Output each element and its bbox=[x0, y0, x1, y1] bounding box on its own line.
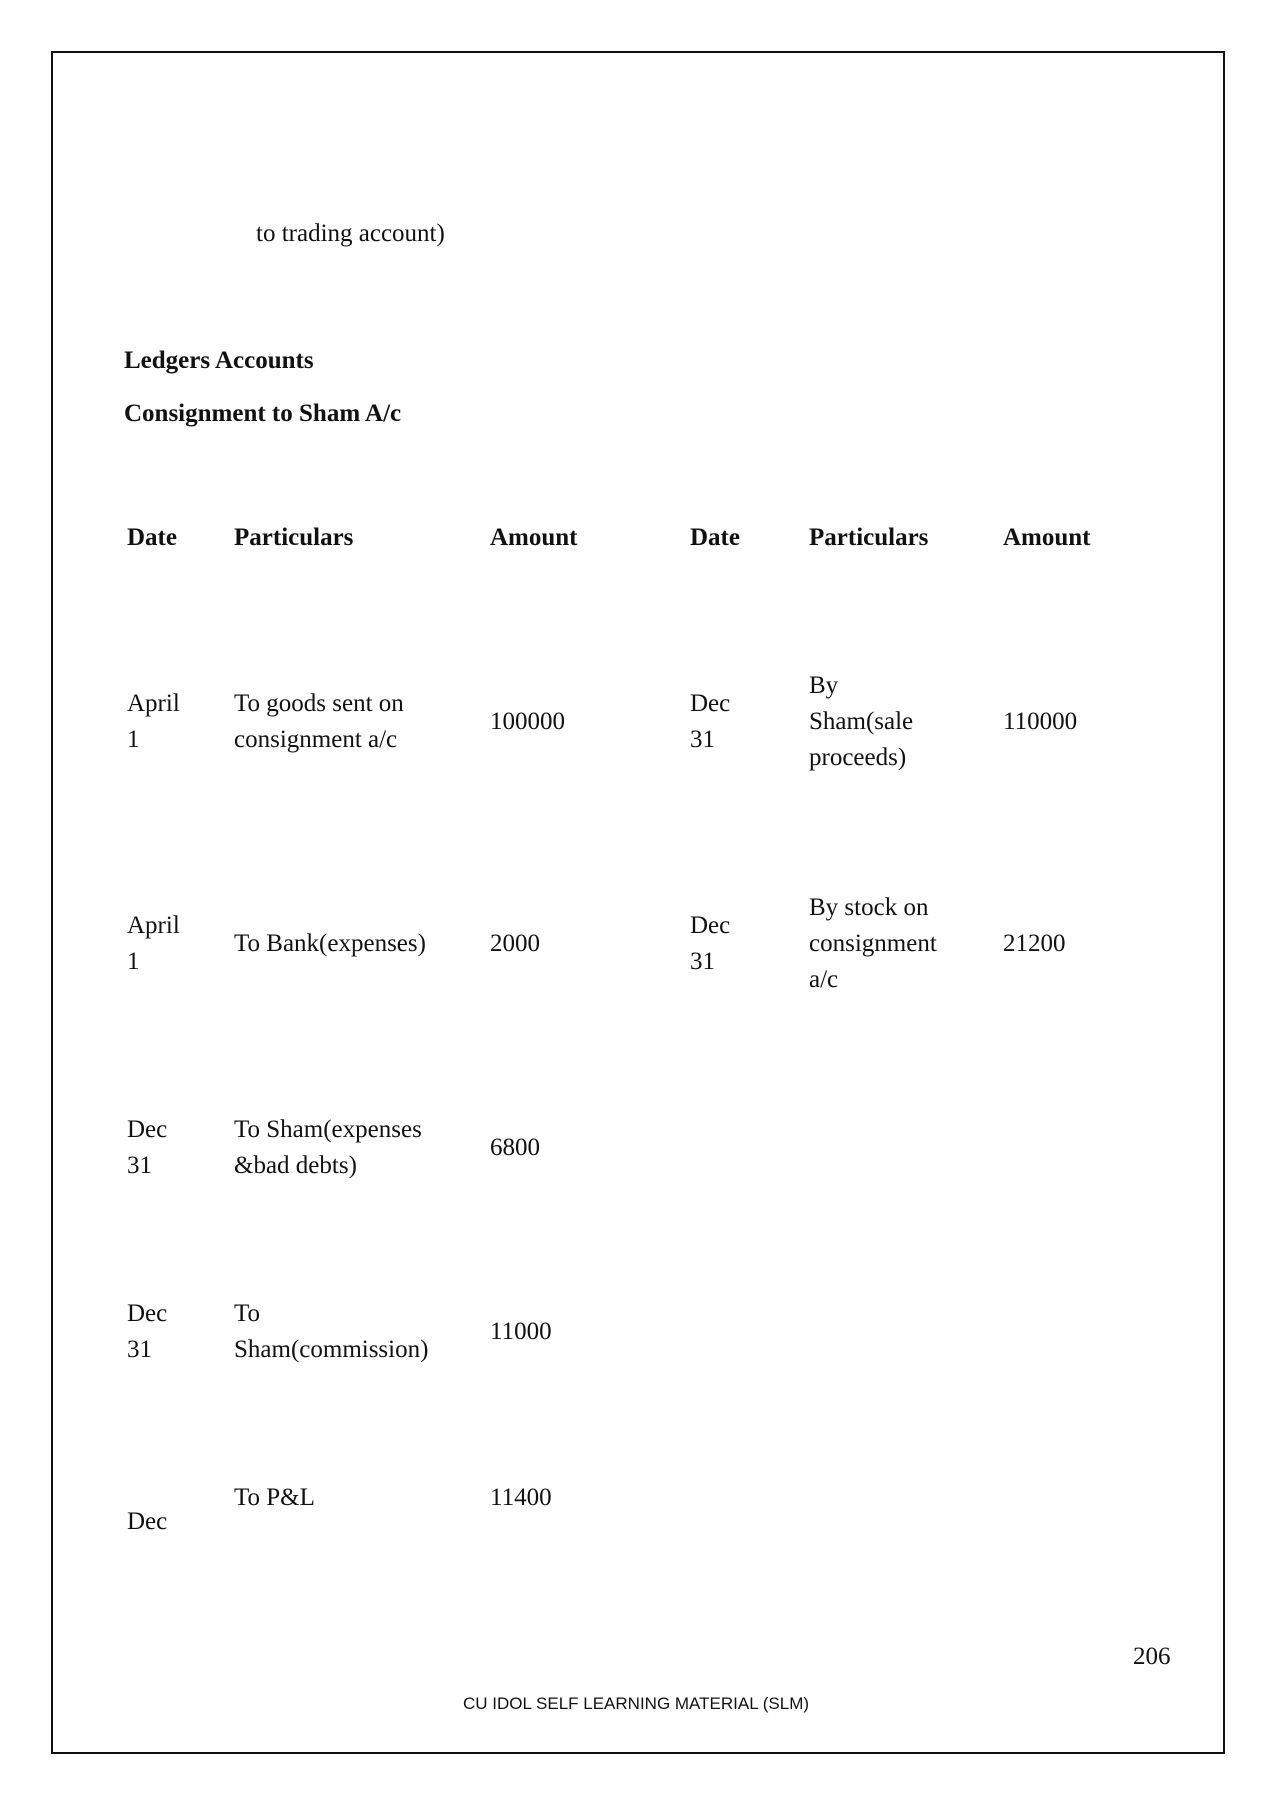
table-row-5-dr-amount: 11400 bbox=[490, 1484, 552, 1511]
header-cr-amount: Amount bbox=[1003, 524, 1091, 551]
table-row-3-dr-date: Dec 31 bbox=[127, 1116, 168, 1179]
table-row-2-dr-date: April 1 bbox=[127, 912, 180, 975]
footer-text: CU IDOL SELF LEARNING MATERIAL (SLM) bbox=[462, 1694, 810, 1713]
header-cr-particulars: Particulars bbox=[809, 524, 929, 551]
table-row-4-dr-particulars: To Sham(commission) bbox=[234, 1300, 429, 1363]
account-title: Consignment to Sham A/c bbox=[124, 400, 402, 427]
table-row-2-dr-particulars: To Bank(expenses) bbox=[234, 930, 426, 957]
table-row-4-dr-date: Dec 31 bbox=[127, 1300, 168, 1363]
header-dr-date: Date bbox=[127, 524, 177, 551]
table-row-1-dr-date: April 1 bbox=[127, 690, 180, 753]
table-row-5-dr-date: Dec bbox=[127, 1508, 168, 1535]
table-row-1-cr-date: Dec 31 bbox=[690, 690, 731, 753]
header-dr-amount: Amount bbox=[490, 524, 578, 551]
header-dr-particulars: Particulars bbox=[234, 524, 354, 551]
section-heading: Ledgers Accounts bbox=[124, 347, 314, 374]
table-row-3-dr-particulars: To Sham(expenses &bad debts) bbox=[234, 1116, 422, 1179]
header-cr-date: Date bbox=[690, 524, 740, 551]
table-row-3-dr-amount: 6800 bbox=[490, 1134, 540, 1161]
table-row-1-cr-particulars: By Sham(sale proceeds) bbox=[809, 672, 914, 771]
page-number: 206 bbox=[1133, 1643, 1171, 1670]
continuation-text: to trading account) bbox=[256, 220, 445, 247]
table-row-2-cr-particulars: By stock on consignment a/c bbox=[809, 894, 937, 993]
table-row-5-dr-particulars: To P&L bbox=[234, 1484, 315, 1511]
table-row-1-cr-amount: 110000 bbox=[1003, 708, 1078, 735]
table-row-4-dr-amount: 11000 bbox=[490, 1318, 552, 1345]
table-row-2-dr-amount: 2000 bbox=[490, 930, 540, 957]
table-row-2-cr-amount: 21200 bbox=[1003, 930, 1066, 957]
table-row-1-dr-particulars: To goods sent on consignment a/c bbox=[234, 690, 404, 753]
table-row-2-cr-date: Dec 31 bbox=[690, 912, 731, 975]
table-row-1-dr-amount: 100000 bbox=[490, 708, 565, 735]
page-border bbox=[51, 51, 1225, 1754]
